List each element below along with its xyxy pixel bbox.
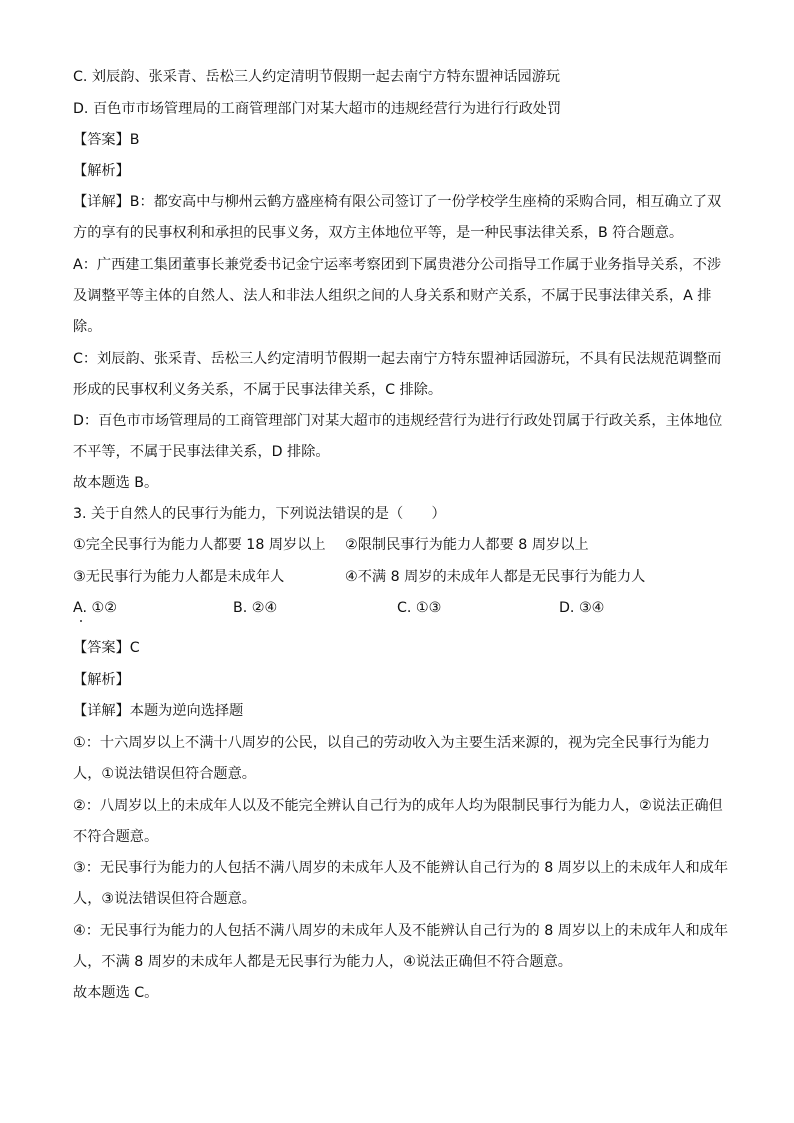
q3-stem: 3. 关于自然人的民事行为能力，下列说法错误的是（ ） xyxy=(73,506,446,522)
q2-explain-d-line-1: D：百色市市场管理局的工商管理部门对某大超市的违规经营行为进行行政处罚属于行政关系，主体地位 xyxy=(73,413,723,429)
q2-explain-c-line-1: C：刘辰韵、张采青、岳松三人约定清明节假期一起去南宁方特东盟神话园游玩，不具有民法规范调整而 xyxy=(73,351,722,367)
q2-option-d: D. 百色市市场管理局的工商管理部门对某大超市的违规经营行为进行行政处罚 xyxy=(73,101,562,117)
q3-explain-2-line-2: 不符合题意。 xyxy=(73,829,159,845)
q2-option-c: C. 刘辰韵、张采青、岳松三人约定清明节假期一起去南宁方特东盟神话园游玩 xyxy=(73,69,561,85)
q3-explain-2-line-1: ②：八周岁以上的未成年人以及不能完全辨认自己行为的成年人均为限制民事行为能力人，②说法正确但 xyxy=(73,798,723,814)
q3-choice-c: C. ①③ xyxy=(397,600,442,616)
q3-choice-a: A. ①② xyxy=(73,600,117,616)
q3-choice-d: D. ③④ xyxy=(559,600,605,616)
q2-explain-a-line-1: A：广西建工集团董事长兼党委书记金宁运率考察团到下属贵港分公司指导工作属于业务指导关系，不涉 xyxy=(73,257,722,273)
q2-detail-line-2: 方的享有的民事权利和承担的民事义务，双方主体地位平等，是一种民事法律关系，B 符合题意。 xyxy=(73,225,684,241)
q3-explain-3-line-2: 人，③说法错误但符合题意。 xyxy=(73,891,256,907)
q2-explain-c-line-2: 形成的民事权利义务关系，不属于民事法律关系，C 排除。 xyxy=(73,382,443,398)
q3-conclusion: 故本题选 C。 xyxy=(73,985,159,1001)
q3-statement-3: ③无民事行为能力人都是未成年人 xyxy=(73,569,285,585)
q2-explain-a-line-3: 除。 xyxy=(73,319,102,335)
q3-explain-1-line-1: ①：十六周岁以上不满十八周岁的公民，以自己的劳动收入为主要生活来源的，视为完全民事行为能力 xyxy=(73,735,710,751)
q3-explain-3-line-1: ③：无民事行为能力的人包括不满八周岁的未成年人及不能辨认自己行为的 8 周岁以上的未成年人和成年 xyxy=(73,860,729,876)
q3-statement-1: ①完全民事行为能力人都要 18 周岁以上 xyxy=(73,537,326,553)
q3-analysis-label: 【解析】 xyxy=(73,672,130,688)
q3-explain-1-line-2: 人，①说法错误但符合题意。 xyxy=(73,766,256,782)
q3-explain-4-line-2: 人，不满 8 周岁的未成年人都是无民事行为能力人，④说法正确但不符合题意。 xyxy=(73,954,572,970)
q3-explain-4-line-1: ④：无民事行为能力的人包括不满八周岁的未成年人及不能辨认自己行为的 8 周岁以上的未成年人和成年 xyxy=(73,923,729,939)
q3-answer: 【答案】C xyxy=(73,640,140,656)
q2-conclusion: 故本题选 B。 xyxy=(73,475,159,491)
q3-choice-b: B. ②④ xyxy=(233,600,278,616)
q3-detail-intro: 【详解】本题为逆向选择题 xyxy=(73,703,244,719)
q2-explain-a-line-2: 及调整平等主体的自然人、法人和非法人组织之间的人身关系和财产关系，不属于民事法律关系，A 排 xyxy=(73,288,712,304)
q3-statement-2: ②限制民事行为能力人都要 8 周岁以上 xyxy=(345,537,589,553)
q2-answer: 【答案】B xyxy=(73,132,140,148)
q3-statement-4: ④不满 8 周岁的未成年人都是无民事行为能力人 xyxy=(345,569,646,585)
q2-explain-d-line-2: 不平等，不属于民事法律关系，D 排除。 xyxy=(73,444,330,460)
q2-analysis-label: 【解析】 xyxy=(73,163,130,179)
stray-dot xyxy=(80,620,82,622)
q2-detail-line-1: 【详解】B：都安高中与柳州云鹤方盛座椅有限公司签订了一份学校学生座椅的采购合同，相互确立了双 xyxy=(73,194,722,210)
